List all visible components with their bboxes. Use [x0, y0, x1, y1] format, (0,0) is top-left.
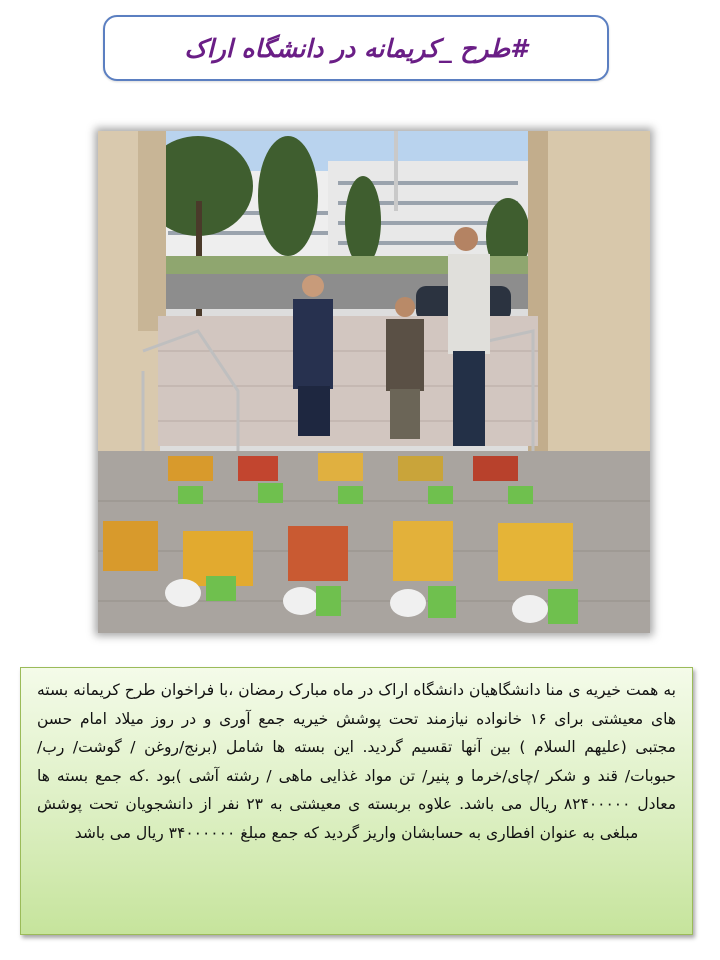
description-text: به همت خیریه ی منا دانشگاهیان دانشگاه اراک در ماه مبارک رمضان ،با فراخوان طرح کریمانه بسته های معیشتی برای ۱۶ خانواده نیازمند تحت پوشش خیریه جمع آوری و در روز میلاد امام حسن مجتبی (علیهم السلام ) بین آنها تقسیم گردید. این بسته ها شامل (برنج/روغن / گوشت/ رب/ حبوبات/ قند و شکر /چای/خرما و پنیر/ تن مواد غذایی ماهی / رشته آشی )بود .که جمع بسته ها معادل ۸۲۴۰۰۰۰۰ ریال می باشد. علاوه بربسته ی معیشتی به ۲۳ نفر از دانشجویان تحت پوشش مبلغی به عنوان افطاری به حسابشان واریز گردید که جمع مبلغ ۳۴۰۰۰۰۰۰ ریال می باشد [37, 681, 677, 842]
title-banner [103, 15, 609, 81]
page-title: #طرح _کریمانه در دانشگاه اراک [184, 33, 528, 63]
description-panel [20, 667, 693, 935]
food-package-distribution-photo [98, 131, 650, 633]
photo [98, 131, 650, 633]
